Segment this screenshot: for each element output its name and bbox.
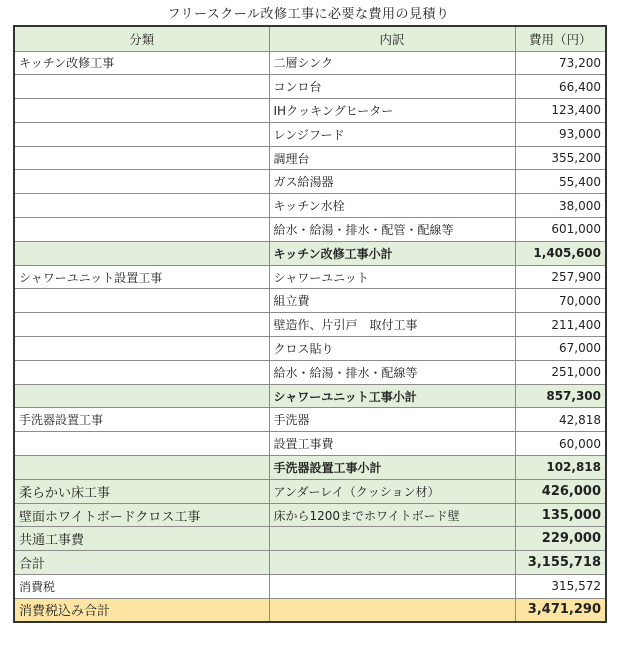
cell-cost: 70,000 <box>515 289 606 313</box>
cell-cost: 355,200 <box>515 146 606 170</box>
cell-category <box>14 99 269 123</box>
cell-category: 手洗器設置工事 <box>14 408 269 432</box>
cell-detail: 床から1200までホワイトボード壁 <box>269 503 515 527</box>
cell-detail: 手洗器 <box>269 408 515 432</box>
table-row <box>14 551 606 575</box>
cell-detail: キッチン改修工事小計 <box>269 241 515 265</box>
table-row <box>14 122 606 146</box>
cell-detail: レンジフード <box>269 122 515 146</box>
cell-category: キッチン改修工事 <box>14 51 269 75</box>
table-row <box>14 146 606 170</box>
cell-cost: 55,400 <box>515 170 606 194</box>
table-row <box>14 479 606 503</box>
cell-cost: 67,000 <box>515 337 606 361</box>
table-row <box>14 265 606 289</box>
cell-category: 消費税 <box>14 575 269 599</box>
cell-cost: 211,400 <box>515 313 606 337</box>
cell-detail <box>269 527 515 551</box>
cell-category: 共通工事費 <box>14 527 269 551</box>
table-row <box>14 289 606 313</box>
cell-category <box>14 289 269 313</box>
cell-cost: 102,818 <box>515 456 606 480</box>
table-row <box>14 241 606 265</box>
cell-detail <box>269 551 515 575</box>
table-row <box>14 598 606 622</box>
table-row <box>14 456 606 480</box>
cell-detail: アンダーレイ（クッション材） <box>269 479 515 503</box>
cell-detail: 調理台 <box>269 146 515 170</box>
cell-cost: 42,818 <box>515 408 606 432</box>
cell-detail: 手洗器設置工事小計 <box>269 456 515 480</box>
table-row <box>14 527 606 551</box>
cell-cost: 251,000 <box>515 360 606 384</box>
cell-category <box>14 384 269 408</box>
cell-category <box>14 218 269 242</box>
cell-category: 柔らかい床工事 <box>14 479 269 503</box>
table-row <box>14 170 606 194</box>
table-row <box>14 313 606 337</box>
cell-category: シャワーユニット設置工事 <box>14 265 269 289</box>
cell-category <box>14 194 269 218</box>
table-row <box>14 75 606 99</box>
table-row <box>14 408 606 432</box>
table-row <box>14 575 606 599</box>
header-cost: 費用（円） <box>515 26 606 51</box>
cell-category <box>14 337 269 361</box>
cell-cost: 60,000 <box>515 432 606 456</box>
cell-cost: 315,572 <box>515 575 606 599</box>
cell-category: 壁面ホワイトボードクロス工事 <box>14 503 269 527</box>
cell-cost: 3,471,290 <box>515 598 606 622</box>
cell-cost: 135,000 <box>515 503 606 527</box>
table-row <box>14 432 606 456</box>
header-detail: 内訳 <box>269 26 515 51</box>
cell-detail: 設置工事費 <box>269 432 515 456</box>
cell-cost: 229,000 <box>515 527 606 551</box>
table-row <box>14 360 606 384</box>
cell-detail: 壁造作、片引戸 取付工事 <box>269 313 515 337</box>
cell-detail: 組立費 <box>269 289 515 313</box>
cell-category <box>14 360 269 384</box>
table-row <box>14 99 606 123</box>
cell-category <box>14 432 269 456</box>
cell-detail: シャワーユニット工事小計 <box>269 384 515 408</box>
cell-category: 合計 <box>14 551 269 575</box>
cell-cost: 426,000 <box>515 479 606 503</box>
table-header-row <box>14 26 606 51</box>
cell-category <box>14 241 269 265</box>
table-row <box>14 51 606 75</box>
cell-category <box>14 170 269 194</box>
cell-cost: 123,400 <box>515 99 606 123</box>
table-row <box>14 337 606 361</box>
cell-cost: 857,300 <box>515 384 606 408</box>
cell-cost: 601,000 <box>515 218 606 242</box>
cell-detail: 給水・給湯・排水・配線等 <box>269 360 515 384</box>
cell-category <box>14 456 269 480</box>
table-row <box>14 218 606 242</box>
cell-detail: 二層シンク <box>269 51 515 75</box>
table-row <box>14 503 606 527</box>
cell-category <box>14 146 269 170</box>
cell-cost: 93,000 <box>515 122 606 146</box>
cell-detail: コンロ台 <box>269 75 515 99</box>
cell-detail: ガス給湯器 <box>269 170 515 194</box>
cell-category <box>14 75 269 99</box>
header-category: 分類 <box>14 26 269 51</box>
cell-detail: IHクッキングヒーター <box>269 99 515 123</box>
cell-cost: 1,405,600 <box>515 241 606 265</box>
page-title: フリースクール改修工事に必要な費用の見積り <box>167 7 450 22</box>
cell-category <box>14 122 269 146</box>
table-row <box>14 194 606 218</box>
cell-detail: 給水・給湯・排水・配管・配線等 <box>269 218 515 242</box>
estimate-table <box>13 25 607 623</box>
cell-category: 消費税込み合計 <box>14 598 269 622</box>
cell-cost: 3,155,718 <box>515 551 606 575</box>
cell-cost: 38,000 <box>515 194 606 218</box>
cell-detail: シャワーユニット <box>269 265 515 289</box>
cell-detail <box>269 575 515 599</box>
cell-cost: 66,400 <box>515 75 606 99</box>
cell-detail <box>269 598 515 622</box>
cell-cost: 257,900 <box>515 265 606 289</box>
cell-detail: クロス貼り <box>269 337 515 361</box>
cell-cost: 73,200 <box>515 51 606 75</box>
cell-category <box>14 313 269 337</box>
table-row <box>14 384 606 408</box>
cell-detail: キッチン水栓 <box>269 194 515 218</box>
